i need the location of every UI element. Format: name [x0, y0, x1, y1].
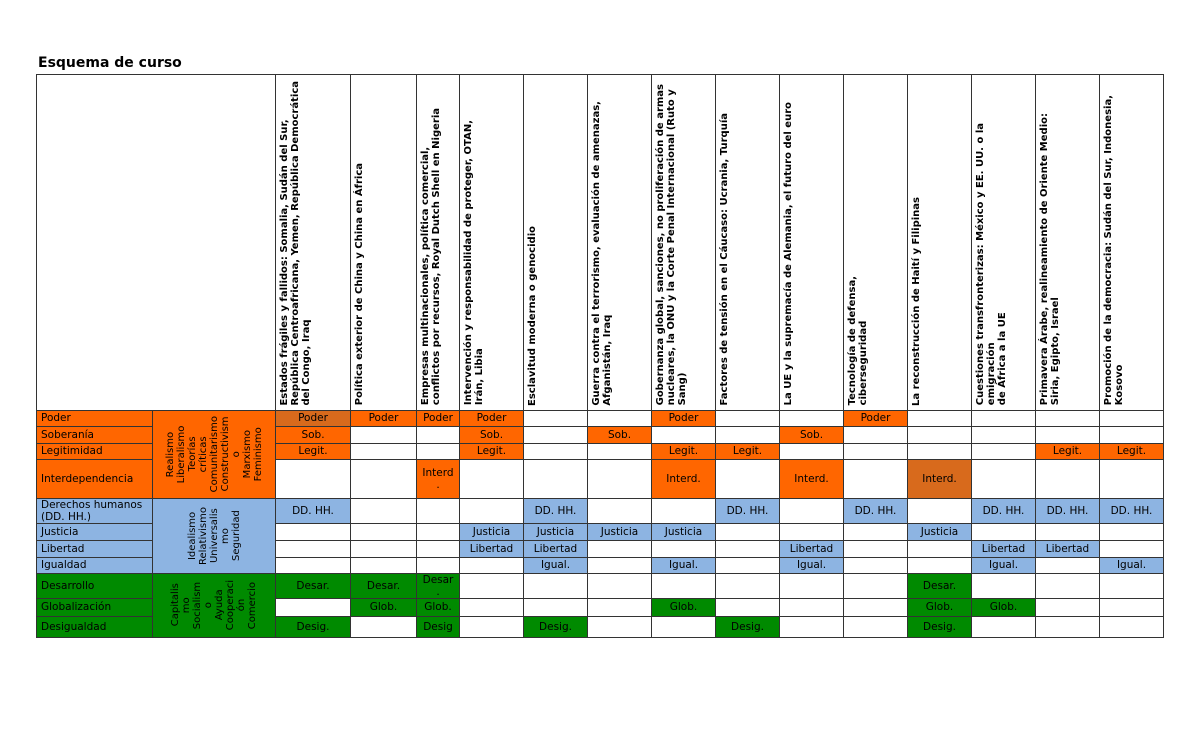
grid-cell [276, 523, 351, 540]
grid-cell: Legit. [276, 443, 351, 459]
grid-cell: Legit. [652, 443, 716, 459]
grid-cell [417, 523, 460, 540]
row-label: Igualdad [37, 557, 153, 573]
grid-cell: Libertad [1036, 540, 1100, 557]
grid-cell [1100, 598, 1164, 616]
column-header [351, 75, 417, 411]
row-label: Derechos humanos (DD. HH.) [37, 498, 153, 523]
grid-cell [716, 598, 780, 616]
grid-cell [460, 557, 524, 573]
grid-cell [276, 540, 351, 557]
grid-cell: Igual. [780, 557, 844, 573]
grid-cell [908, 498, 972, 523]
grid-cell [588, 557, 652, 573]
grid-cell: Libertad [780, 540, 844, 557]
grid-cell [417, 540, 460, 557]
grid-cell: Igual. [524, 557, 588, 573]
course-schema-table [36, 74, 1164, 638]
column-header-text: Política exterior de China y China en África [354, 163, 365, 406]
theory-group-cell [153, 498, 276, 573]
grid-cell [716, 573, 780, 598]
grid-cell: Poder [460, 410, 524, 426]
grid-cell: Legit. [1036, 443, 1100, 459]
grid-cell [844, 426, 908, 443]
grid-cell [1036, 459, 1100, 498]
grid-cell: Libertad [460, 540, 524, 557]
column-header-text: Cuestiones transfronterizas: México y EE. UU. o la emigración de África a la UE [975, 123, 1008, 406]
grid-cell [716, 557, 780, 573]
row-label: Desarrollo [37, 573, 153, 598]
grid-cell: Interd. [652, 459, 716, 498]
grid-cell: Igual. [652, 557, 716, 573]
column-header-text: Guerra contra el terrorismo, evaluación de amenazas, Afganistán, Iraq [591, 100, 613, 406]
grid-cell [588, 573, 652, 598]
grid-cell: Libertad [972, 540, 1036, 557]
column-header-text: Empresas multinacionales, política comercial, conflictos por recursos, Royal Dutch Shell en Nigeria [420, 108, 442, 406]
grid-cell: Sob. [276, 426, 351, 443]
grid-cell [524, 426, 588, 443]
grid-cell: Desig [417, 616, 460, 637]
grid-cell [844, 557, 908, 573]
column-header [780, 75, 844, 411]
grid-cell [1100, 616, 1164, 637]
grid-cell [460, 498, 524, 523]
grid-cell [417, 557, 460, 573]
grid-cell: Libertad [524, 540, 588, 557]
grid-cell: Poder [276, 410, 351, 426]
column-header [1036, 75, 1100, 411]
grid-cell [908, 443, 972, 459]
grid-cell [417, 426, 460, 443]
theory-list: Realismo Liberalismo Teorías críticas Comunitarismo Constructivism o Marxismo Feminismo [164, 415, 264, 493]
grid-cell: Interd . [417, 459, 460, 498]
column-header [1100, 75, 1164, 411]
grid-cell [1100, 523, 1164, 540]
grid-cell [972, 459, 1036, 498]
grid-cell: Legit. [716, 443, 780, 459]
grid-cell: Sob. [460, 426, 524, 443]
grid-cell: Glob. [908, 598, 972, 616]
grid-cell [588, 498, 652, 523]
grid-cell: Poder [417, 410, 460, 426]
grid-cell: Desar . [417, 573, 460, 598]
grid-cell [524, 598, 588, 616]
grid-cell [524, 443, 588, 459]
grid-cell [780, 523, 844, 540]
grid-cell: DD. HH. [524, 498, 588, 523]
grid-cell [417, 498, 460, 523]
grid-cell [351, 557, 417, 573]
grid-cell [844, 598, 908, 616]
grid-cell: Legit. [460, 443, 524, 459]
grid-cell [716, 426, 780, 443]
row-label: Desigualdad [37, 616, 153, 637]
row-label: Globalización [37, 598, 153, 616]
grid-cell: Desar. [351, 573, 417, 598]
column-header-text: Gobernanza global, sanciones, no proliferación de armas nucleares, la ONU y la Corte Penal Internacional (Ruto y Sang) [655, 84, 688, 406]
grid-cell: Desig. [276, 616, 351, 637]
grid-cell [972, 573, 1036, 598]
grid-cell [1036, 598, 1100, 616]
grid-cell: Glob. [351, 598, 417, 616]
column-header [716, 75, 780, 411]
grid-cell [652, 616, 716, 637]
row-label: Interdependencia [37, 459, 153, 498]
grid-cell [588, 598, 652, 616]
grid-cell: DD. HH. [972, 498, 1036, 523]
grid-cell [1100, 410, 1164, 426]
grid-cell [1036, 616, 1100, 637]
grid-cell [716, 410, 780, 426]
concept-row-poder [37, 410, 1164, 426]
grid-cell [652, 426, 716, 443]
grid-cell [276, 557, 351, 573]
grid-cell [908, 557, 972, 573]
column-header [652, 75, 716, 411]
grid-cell [351, 426, 417, 443]
grid-cell: Desar. [908, 573, 972, 598]
grid-cell [588, 459, 652, 498]
grid-cell [844, 540, 908, 557]
column-header [276, 75, 351, 411]
grid-cell [588, 616, 652, 637]
column-header-text: Promoción de la democracia: Sudán del Sur, Indonesia, Kosovo [1103, 95, 1125, 406]
column-header [460, 75, 524, 411]
grid-cell [351, 443, 417, 459]
column-header-text: La reconstrucción de Haití y Filipinas [911, 196, 922, 406]
grid-cell: Poder [351, 410, 417, 426]
row-label: Libertad [37, 540, 153, 557]
grid-cell [716, 523, 780, 540]
grid-cell [844, 443, 908, 459]
concept-row-derechos-humanos-dd-hh [37, 498, 1164, 523]
grid-cell [1100, 573, 1164, 598]
grid-cell [460, 616, 524, 637]
grid-cell [780, 410, 844, 426]
column-header-text: Primavera Árabe, realineamiento de Oriente Medio: Siria, Egipto, Israel [1039, 113, 1061, 406]
grid-cell: Sob. [588, 426, 652, 443]
grid-cell [780, 443, 844, 459]
grid-cell: Desig. [716, 616, 780, 637]
grid-cell: DD. HH. [276, 498, 351, 523]
grid-cell [716, 459, 780, 498]
grid-cell [652, 540, 716, 557]
grid-cell [780, 598, 844, 616]
grid-cell [276, 459, 351, 498]
grid-cell [588, 410, 652, 426]
grid-cell [1100, 426, 1164, 443]
column-header-text: Intervención y responsabilidad de proteger, OTAN, Irán, Libia [463, 120, 485, 406]
grid-cell [972, 616, 1036, 637]
grid-cell: Poder [844, 410, 908, 426]
grid-cell: Justicia [524, 523, 588, 540]
grid-cell [1036, 523, 1100, 540]
column-header-text: Factores de tensión en el Cáucaso: Ucrania, Turquía [719, 113, 730, 406]
grid-cell [276, 598, 351, 616]
row-label: Poder [37, 410, 153, 426]
grid-cell: DD. HH. [1036, 498, 1100, 523]
grid-cell: Interd. [780, 459, 844, 498]
grid-cell: Sob. [780, 426, 844, 443]
row-label: Legitimidad [37, 443, 153, 459]
grid-cell [351, 523, 417, 540]
column-header [524, 75, 588, 411]
theory-group-cell [153, 410, 276, 498]
grid-cell [588, 443, 652, 459]
grid-cell: Glob. [652, 598, 716, 616]
grid-cell: Poder [652, 410, 716, 426]
grid-cell [972, 410, 1036, 426]
column-header [908, 75, 972, 411]
grid-cell: Legit. [1100, 443, 1164, 459]
column-header-text: Esclavitud moderna o genocidio [527, 225, 538, 406]
grid-cell [524, 459, 588, 498]
grid-cell [417, 443, 460, 459]
theory-list: Idealismo Relativismo Universalis mo Seguridad [186, 506, 242, 565]
grid-cell [1100, 540, 1164, 557]
grid-cell [460, 459, 524, 498]
column-header-text: La UE y la supremacía de Alemania, el futuro del euro [783, 102, 794, 406]
grid-cell [652, 498, 716, 523]
grid-cell [460, 573, 524, 598]
column-header-text: Tecnología de defensa, ciberseguridad [847, 276, 869, 406]
grid-cell [1036, 573, 1100, 598]
grid-cell [716, 540, 780, 557]
grid-cell: Interd. [908, 459, 972, 498]
grid-cell: Igual. [972, 557, 1036, 573]
grid-cell [908, 426, 972, 443]
page-title: Esquema de curso [38, 55, 182, 71]
grid-cell [908, 410, 972, 426]
grid-cell [780, 616, 844, 637]
grid-cell [844, 616, 908, 637]
grid-cell: Igual. [1100, 557, 1164, 573]
grid-cell [351, 616, 417, 637]
grid-cell [844, 523, 908, 540]
grid-cell: Glob. [417, 598, 460, 616]
header-row [37, 75, 1164, 411]
column-header-text: Estados frágiles y fallidos: Somalia, Sudán del Sur, República Centroafricana, Yemen, República Democrática del Congo, Iraq [279, 81, 312, 406]
grid-cell: Justicia [652, 523, 716, 540]
theory-group-cell [153, 573, 276, 637]
grid-cell: Justicia [908, 523, 972, 540]
grid-cell: Glob. [972, 598, 1036, 616]
grid-cell [351, 540, 417, 557]
grid-cell: Desar. [276, 573, 351, 598]
row-label: Justicia [37, 523, 153, 540]
concept-row-desarrollo [37, 573, 1164, 598]
grid-cell [524, 573, 588, 598]
grid-cell [780, 573, 844, 598]
grid-cell [1036, 410, 1100, 426]
grid-cell [844, 459, 908, 498]
grid-cell [351, 498, 417, 523]
grid-cell [844, 573, 908, 598]
grid-cell [524, 410, 588, 426]
grid-cell [780, 498, 844, 523]
grid-cell [972, 443, 1036, 459]
grid-cell: Justicia [588, 523, 652, 540]
grid-cell [351, 459, 417, 498]
column-header [844, 75, 908, 411]
grid-cell: Desig. [908, 616, 972, 637]
grid-cell: DD. HH. [844, 498, 908, 523]
grid-cell [908, 540, 972, 557]
grid-cell: Desig. [524, 616, 588, 637]
grid-cell [588, 540, 652, 557]
header-blank-cell [37, 75, 276, 411]
grid-cell [972, 426, 1036, 443]
column-header [972, 75, 1036, 411]
grid-cell [1100, 459, 1164, 498]
theory-list: Capitalis mo Socialism o Ayuda Cooperaci ón Comercio [170, 579, 258, 631]
grid-cell: DD. HH. [716, 498, 780, 523]
row-label: Soberanía [37, 426, 153, 443]
grid-cell [1036, 557, 1100, 573]
grid-cell [972, 523, 1036, 540]
column-header [588, 75, 652, 411]
grid-cell: Justicia [460, 523, 524, 540]
grid-cell [652, 573, 716, 598]
column-header [417, 75, 460, 411]
grid-cell [460, 598, 524, 616]
grid-cell [1036, 426, 1100, 443]
grid-cell: DD. HH. [1100, 498, 1164, 523]
